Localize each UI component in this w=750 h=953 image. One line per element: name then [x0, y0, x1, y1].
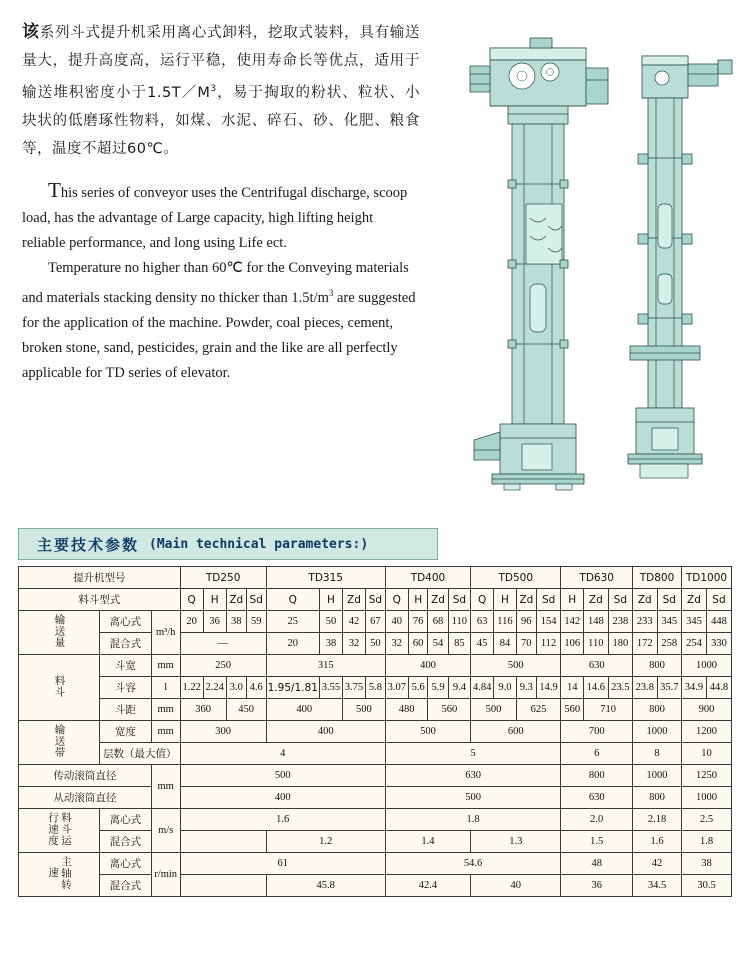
value-cell: 44.8	[706, 677, 731, 699]
value-cell: 5.9	[428, 677, 448, 699]
english-paragraph-2	[22, 256, 420, 386]
value-cell: 68	[428, 611, 448, 633]
table-row-shaft-rpm-mixed	[19, 875, 732, 897]
elevator-illustration	[430, 8, 748, 516]
table-row-capacity-mixed	[19, 633, 732, 655]
value-cell: 500	[342, 699, 385, 721]
bucket-type-cell: Sd	[246, 589, 266, 611]
chinese-paragraph	[22, 18, 420, 163]
bucket-type-cell: Zd	[226, 589, 246, 611]
bucket-type-cell: Zd	[516, 589, 536, 611]
bucket-type-cell: Zd	[633, 589, 657, 611]
value-cell: 9.4	[448, 677, 471, 699]
value-cell: 30.5	[682, 875, 732, 897]
value-cell: 3.75	[342, 677, 365, 699]
value-cell: 60	[408, 633, 428, 655]
value-cell: 38	[226, 611, 246, 633]
value-cell: 345	[682, 611, 707, 633]
bucket-type-cell: Sd	[657, 589, 681, 611]
value-cell: 1.2	[266, 831, 385, 853]
model-td630: TD630	[561, 567, 633, 589]
group-label-shaft-rpm	[19, 853, 100, 897]
value-cell: 50	[319, 611, 342, 633]
value-cell: 112	[536, 633, 560, 655]
bucket-type-cell: Q	[385, 589, 408, 611]
unit-bucket-width: mm	[151, 655, 180, 677]
value-cell: 238	[608, 611, 632, 633]
bucket-type-cell: Zd	[584, 589, 608, 611]
value-cell: 63	[471, 611, 494, 633]
value-cell-empty	[180, 831, 266, 853]
english-paragraph-1	[22, 178, 420, 256]
value-cell: 500	[180, 765, 385, 787]
row-label-belt-width: 宽度	[100, 721, 152, 743]
table-row-speed-centrifugal	[19, 809, 732, 831]
value-cell: 14.9	[536, 677, 560, 699]
value-cell: 5	[385, 743, 561, 765]
value-cell: 23.5	[608, 677, 632, 699]
row-label-mixed: 混合式	[100, 633, 152, 655]
value-cell: 54	[428, 633, 448, 655]
row-label-bucket-pitch: 斗距	[100, 699, 152, 721]
value-cell: 233	[633, 611, 657, 633]
table-row-belt-width	[19, 721, 732, 743]
bucket-type-cell: Q	[266, 589, 319, 611]
group-label-speed-text: 料斗运行速度	[47, 811, 72, 847]
value-cell: 400	[266, 721, 385, 743]
bucket-type-cell: Sd	[608, 589, 632, 611]
group-label-belt	[19, 721, 100, 765]
left-elevator-head	[470, 38, 608, 106]
model-td500: TD500	[471, 567, 561, 589]
model-td315: TD315	[266, 567, 385, 589]
value-cell: 345	[657, 611, 681, 633]
table-row-bucket-volume	[19, 677, 732, 699]
value-cell: 110	[448, 611, 471, 633]
value-cell: 400	[385, 655, 470, 677]
row-label-model: 提升机型号	[19, 567, 181, 589]
intro-text-block	[0, 0, 430, 520]
group-label-shaft-rpm-text: 主轴转速	[47, 855, 72, 891]
value-cell: 34.5	[633, 875, 682, 897]
value-cell: 1.8	[385, 809, 561, 831]
row-label-bucket-type: 料斗型式	[19, 589, 181, 611]
model-td1000: TD1000	[682, 567, 732, 589]
value-cell: 23.8	[633, 677, 657, 699]
value-cell: 1000	[682, 787, 732, 809]
value-cell: 1250	[682, 765, 732, 787]
unit-bucket-pitch: mm	[151, 699, 180, 721]
value-cell: 3.07	[385, 677, 408, 699]
row-label-bucket-width: 斗宽	[100, 655, 152, 677]
value-cell: 172	[633, 633, 657, 655]
value-cell: 3.0	[226, 677, 246, 699]
row-label-speed-mixed: 混合式	[100, 831, 152, 853]
bucket-type-cell: H	[203, 589, 226, 611]
right-elevator-head	[642, 56, 732, 98]
value-cell-empty	[180, 875, 266, 897]
value-cell: 32	[342, 633, 365, 655]
value-cell: 710	[584, 699, 633, 721]
row-label-rpm-centrifugal: 离心式	[100, 853, 152, 875]
banner-title-cn: 主要技术参数	[37, 535, 140, 554]
value-cell: 625	[516, 699, 561, 721]
value-cell: 40	[471, 875, 561, 897]
unit-bucket-volume: l	[151, 677, 180, 699]
table-row-bucket-types	[19, 589, 732, 611]
value-cell: 1.8	[682, 831, 732, 853]
bucket-type-cell: Zd	[342, 589, 365, 611]
value-cell: 448	[706, 611, 731, 633]
spec-table-wrapper	[18, 566, 732, 897]
value-cell: 42	[633, 853, 682, 875]
value-cell: 110	[584, 633, 608, 655]
group-label-capacity	[19, 611, 100, 655]
value-cell: 106	[561, 633, 584, 655]
value-cell: 20	[180, 611, 203, 633]
value-cell: 600	[471, 721, 561, 743]
english-body-3: are suggested for the application of the machine. Powder, coal pieces, cement, broken stone, sand, pesticides, grain and the like are all perfectly applicable for TD series of elevator.	[22, 289, 416, 381]
value-cell: 500	[385, 721, 470, 743]
value-cell: 400	[266, 699, 342, 721]
bucket-type-cell: Q	[180, 589, 203, 611]
english-dropcap: T	[48, 177, 61, 202]
row-label-bucket-volume: 斗容	[100, 677, 152, 699]
value-cell: 180	[608, 633, 632, 655]
row-label-speed-centrifugal: 离心式	[100, 809, 152, 831]
model-td400: TD400	[385, 567, 470, 589]
value-cell: 116	[494, 611, 517, 633]
bucket-type-cell: H	[494, 589, 517, 611]
value-cell: 2.0	[561, 809, 633, 831]
value-cell: 42.4	[385, 875, 470, 897]
value-cell: 61	[180, 853, 385, 875]
value-cell: 450	[226, 699, 266, 721]
value-cell: 1.95/1.81	[266, 677, 319, 699]
value-cell: 148	[584, 611, 608, 633]
unit-capacity: m³/h	[151, 611, 180, 655]
value-cell: 4.84	[471, 677, 494, 699]
unit-speed: m/s	[151, 809, 180, 853]
value-cell: 10	[682, 743, 732, 765]
value-cell: 2.18	[633, 809, 682, 831]
table-row-speed-mixed	[19, 831, 732, 853]
left-elevator-casing	[508, 124, 568, 424]
value-cell: 5.8	[365, 677, 385, 699]
value-cell: 315	[266, 655, 385, 677]
section-banner	[18, 528, 438, 560]
value-cell: 9.0	[494, 677, 517, 699]
value-cell: 480	[385, 699, 428, 721]
bucket-type-cell: H	[561, 589, 584, 611]
value-cell: 38	[682, 853, 732, 875]
value-cell: 42	[342, 611, 365, 633]
bucket-type-cell: H	[319, 589, 342, 611]
value-cell: 38	[319, 633, 342, 655]
model-td250: TD250	[180, 567, 266, 589]
value-cell: 8	[633, 743, 682, 765]
row-label-rpm-mixed: 混合式	[100, 875, 152, 897]
right-elevator-boot	[628, 408, 702, 478]
value-cell: 5.6	[408, 677, 428, 699]
value-cell: 500	[471, 655, 561, 677]
value-cell: 36	[203, 611, 226, 633]
table-row-bucket-width	[19, 655, 732, 677]
value-cell: 1.22	[180, 677, 203, 699]
value-cell: 32	[385, 633, 408, 655]
banner-title-en: (Main technical parameters:)	[149, 536, 369, 552]
value-cell: 96	[516, 611, 536, 633]
value-cell: 250	[180, 655, 266, 677]
value-cell: 1.6	[180, 809, 385, 831]
chinese-lead-char: 该	[22, 22, 40, 42]
value-cell: 4.6	[246, 677, 266, 699]
group-label-bucket-text: 料斗	[53, 674, 66, 698]
value-cell: 1200	[682, 721, 732, 743]
english-superscript: 3	[328, 287, 334, 298]
value-cell: 1.4	[385, 831, 470, 853]
value-cell: 14.6	[584, 677, 608, 699]
value-cell: 630	[561, 655, 633, 677]
value-cell: 630	[385, 765, 561, 787]
chinese-body-1: 系列斗式提升机采用离心式卸料，挖取式装料，具有输送量大，提升高度高，运行平稳，使用寿命长等优点，适用于输送堆积密度小于1.5T／M	[22, 25, 421, 101]
value-cell: 560	[561, 699, 584, 721]
group-label-capacity-text: 输送量	[53, 613, 66, 649]
value-cell: 84	[494, 633, 517, 655]
value-cell: 2.5	[682, 809, 732, 831]
value-cell: 70	[516, 633, 536, 655]
value-cell: 560	[428, 699, 471, 721]
row-label-belt-plies: 层数（最大值）	[100, 743, 181, 765]
value-cell: 59	[246, 611, 266, 633]
value-cell: 500	[471, 699, 517, 721]
spacer	[22, 169, 420, 178]
value-cell: 34.9	[682, 677, 707, 699]
left-elevator-upper-connector	[508, 106, 568, 124]
value-cell: 330	[706, 633, 731, 655]
table-row-driven-pulley	[19, 787, 732, 809]
bucket-type-cell: Zd	[682, 589, 707, 611]
value-cell: 36	[561, 875, 633, 897]
group-label-speed	[19, 809, 100, 853]
group-label-belt-text: 输送带	[53, 723, 66, 759]
value-cell: 14	[561, 677, 584, 699]
value-cell: 254	[682, 633, 707, 655]
value-cell: 630	[561, 787, 633, 809]
left-elevator-boot	[474, 424, 584, 490]
chinese-body-2: ，易于掏取的粉状、粒状、小块状的低磨琢性物料，如煤、水泥、碎石、砂、化肥、粮食等，温度不超过60℃。	[22, 84, 420, 157]
value-cell: 1.5	[561, 831, 633, 853]
bucket-type-cell: Sd	[365, 589, 385, 611]
technical-parameters-table	[18, 566, 732, 897]
value-cell: 76	[408, 611, 428, 633]
table-row-drive-pulley	[19, 765, 732, 787]
bucket-type-cell: Zd	[428, 589, 448, 611]
value-cell: 360	[180, 699, 226, 721]
value-cell: 1.6	[633, 831, 682, 853]
row-label-centrifugal: 离心式	[100, 611, 152, 633]
value-cell: 258	[657, 633, 681, 655]
english-body-2: Temperature no higher than 60℃ for the Conveying materials and materials stacking density no thicker than 1.5t/m	[22, 259, 409, 306]
value-cell: 1000	[633, 721, 682, 743]
table-row-shaft-rpm-centrifugal	[19, 853, 732, 875]
value-cell: 48	[561, 853, 633, 875]
value-cell: 154	[536, 611, 560, 633]
bucket-type-cell: Sd	[448, 589, 471, 611]
value-cell: 142	[561, 611, 584, 633]
bucket-type-cell: Sd	[706, 589, 731, 611]
english-body-1: his series of conveyor uses the Centrifugal discharge, scoop load, has the advantage of Large capacity, high lifting height reliable performance, and long using Life ect.	[22, 184, 408, 251]
table-row-models	[19, 567, 732, 589]
unit-belt-width: mm	[151, 721, 180, 743]
value-cell: 800	[633, 699, 682, 721]
value-cell: 500	[385, 787, 561, 809]
value-cell: 20	[266, 633, 319, 655]
value-cell: 9.3	[516, 677, 536, 699]
bucket-type-cell: Sd	[536, 589, 560, 611]
value-cell: 800	[633, 787, 682, 809]
right-elevator-casing	[630, 98, 700, 408]
value-cell: 67	[365, 611, 385, 633]
value-cell: 54.6	[385, 853, 561, 875]
value-cell: 3.55	[319, 677, 342, 699]
group-label-bucket	[19, 655, 100, 721]
value-cell: 40	[385, 611, 408, 633]
value-cell: 4	[180, 743, 385, 765]
value-cell: 50	[365, 633, 385, 655]
value-cell-dash: —	[180, 633, 266, 655]
bucket-type-cell: Q	[471, 589, 494, 611]
value-cell: 45	[471, 633, 494, 655]
value-cell: 1000	[633, 765, 682, 787]
value-cell: 1000	[682, 655, 732, 677]
table-row-belt-plies	[19, 743, 732, 765]
value-cell: 6	[561, 743, 633, 765]
unit-pulley: mm	[151, 765, 180, 809]
value-cell: 2.24	[203, 677, 226, 699]
value-cell: 25	[266, 611, 319, 633]
value-cell: 800	[561, 765, 633, 787]
value-cell: 900	[682, 699, 732, 721]
value-cell: 45.8	[266, 875, 385, 897]
row-label-drive-pulley: 传动滚筒直径	[19, 765, 152, 787]
chinese-superscript: 3	[210, 84, 217, 94]
value-cell: 800	[633, 655, 682, 677]
unit-rpm: r/min	[151, 853, 180, 897]
value-cell: 1.3	[471, 831, 561, 853]
table-row-bucket-pitch	[19, 699, 732, 721]
bucket-type-cell: H	[408, 589, 428, 611]
value-cell: 85	[448, 633, 471, 655]
model-td800: TD800	[633, 567, 682, 589]
row-label-driven-pulley: 从动滚筒直径	[19, 787, 152, 809]
table-row-capacity-centrifugal	[19, 611, 732, 633]
value-cell: 700	[561, 721, 633, 743]
value-cell: 300	[180, 721, 266, 743]
value-cell: 400	[180, 787, 385, 809]
value-cell: 35.7	[657, 677, 681, 699]
